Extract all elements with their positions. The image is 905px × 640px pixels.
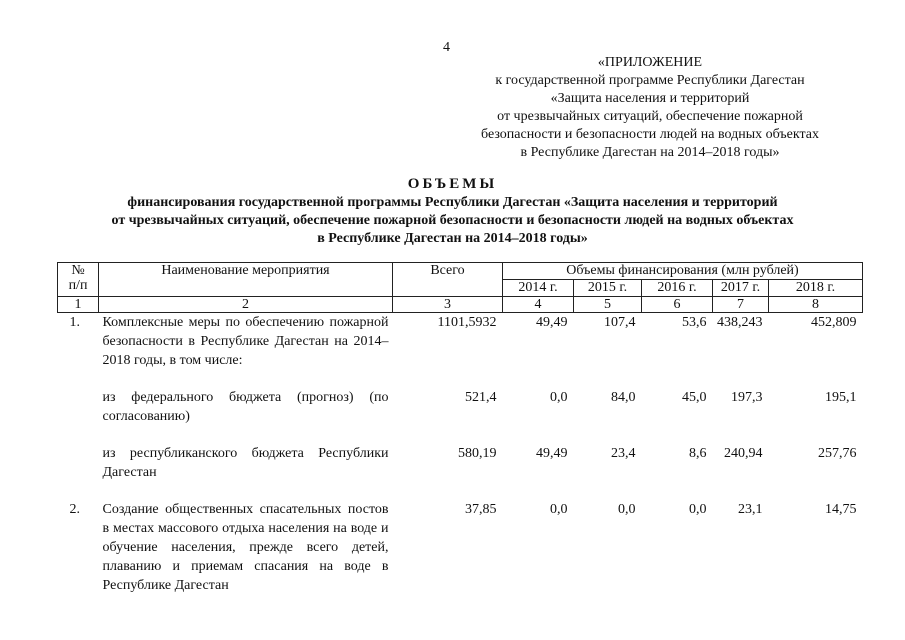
- header-name: Наименование мероприятия: [99, 263, 393, 297]
- column-number: 7: [713, 297, 769, 313]
- column-number: 8: [769, 297, 863, 313]
- row-value-2017: 240,94: [724, 446, 763, 461]
- document-title: [0, 174, 905, 248]
- row-total: 580,19: [458, 446, 497, 461]
- title-sub-line: от чрезвычайных ситуаций, обеспечение пожарной безопасности и безопасности людей на водных объектах: [111, 213, 794, 228]
- header-year-2018: 2018 г.: [769, 280, 863, 297]
- row-value-2016: 8,6: [689, 446, 707, 461]
- row-value-2018: 14,75: [825, 502, 857, 517]
- table-row: [58, 388, 863, 426]
- header-num: [58, 263, 99, 297]
- row-total: 1101,5932: [437, 315, 497, 330]
- page-number: 4: [443, 40, 450, 55]
- header-year-2015: 2015 г.: [574, 280, 642, 297]
- row-value-2017: 438,243: [717, 315, 763, 330]
- header-year-2014: 2014 г.: [503, 280, 574, 297]
- row-value-2016: 0,0: [689, 502, 707, 517]
- title-sub-line: в Республике Дагестан на 2014–2018 годы»: [317, 231, 588, 246]
- column-number: 4: [503, 297, 574, 313]
- column-number-row: [58, 297, 863, 313]
- table-row: [58, 444, 863, 482]
- spacer-cell: [58, 370, 863, 388]
- title-main: ОБЪЕМЫ: [407, 176, 498, 192]
- appendix-line: от чрезвычайных ситуаций, обеспечение пожарной: [497, 109, 803, 124]
- spacer-cell: [58, 482, 863, 500]
- header-year-2016: 2016 г.: [642, 280, 713, 297]
- row-name: из республиканского бюджета Республики Дагестан: [102, 446, 389, 480]
- row-value-2014: 49,49: [536, 446, 568, 461]
- column-number: 3: [393, 297, 503, 313]
- appendix-line: «ПРИЛОЖЕНИЕ: [597, 55, 703, 70]
- header-funding-group: Объемы финансирования (млн рублей): [503, 263, 863, 280]
- row-value-2015: 84,0: [611, 390, 636, 405]
- row-name: Создание общественных спасательных постов в местах массового отдыха населения на воде и обучение населения, прежде всего детей, плаванию и приемам спасания на воде в Республике Дагестан: [102, 502, 389, 593]
- row-value-2014: 49,49: [536, 315, 568, 330]
- header-total: Всего: [393, 263, 503, 297]
- row-value-2017: 23,1: [738, 502, 763, 517]
- row-name: из федерального бюджета (прогноз) (по согласованию): [102, 390, 389, 424]
- row-spacer: [58, 426, 863, 444]
- row-number: 1.: [69, 315, 80, 330]
- row-number: 2.: [69, 502, 80, 517]
- column-number: 2: [99, 297, 393, 313]
- funding-table: [57, 262, 863, 595]
- row-number: [58, 444, 99, 482]
- row-value-2017: 197,3: [731, 390, 763, 405]
- row-value-2014: 0,0: [550, 390, 568, 405]
- table-row: [58, 313, 863, 371]
- row-value-2016: 45,0: [682, 390, 707, 405]
- row-value-2015: 0,0: [618, 502, 636, 517]
- spacer-cell: [58, 426, 863, 444]
- row-value-2016: 53,6: [682, 315, 707, 330]
- row-number: [58, 388, 99, 426]
- table-row: [58, 500, 863, 595]
- appendix-line: «Защита населения и территорий: [550, 91, 750, 106]
- row-spacer: [58, 370, 863, 388]
- row-value-2015: 107,4: [604, 315, 636, 330]
- row-total: 521,4: [465, 390, 497, 405]
- row-value-2018: 452,809: [811, 315, 857, 330]
- appendix-line: к государственной программе Республики Дагестан: [495, 73, 805, 88]
- appendix-line: в Республике Дагестан на 2014–2018 годы»: [520, 145, 780, 160]
- column-number: 6: [642, 297, 713, 313]
- header-num-text: № п/п: [68, 263, 88, 293]
- row-name: Комплексные меры по обеспечению пожарной безопасности в Республике Дагестан на 2014–2018 годы, в том числе:: [102, 315, 389, 368]
- header-year-2017: 2017 г.: [713, 280, 769, 297]
- row-value-2014: 0,0: [550, 502, 568, 517]
- appendix-header: [440, 54, 860, 162]
- row-total: 37,85: [465, 502, 497, 517]
- title-sub-line: финансирования государственной программы Республики Дагестан «Защита населения и территорий: [127, 195, 778, 210]
- column-number: 1: [58, 297, 99, 313]
- appendix-line: безопасности и безопасности людей на водных объектах: [481, 127, 819, 142]
- column-number: 5: [574, 297, 642, 313]
- row-value-2018: 195,1: [825, 390, 857, 405]
- row-spacer: [58, 482, 863, 500]
- row-value-2015: 23,4: [611, 446, 636, 461]
- row-value-2018: 257,76: [818, 446, 857, 461]
